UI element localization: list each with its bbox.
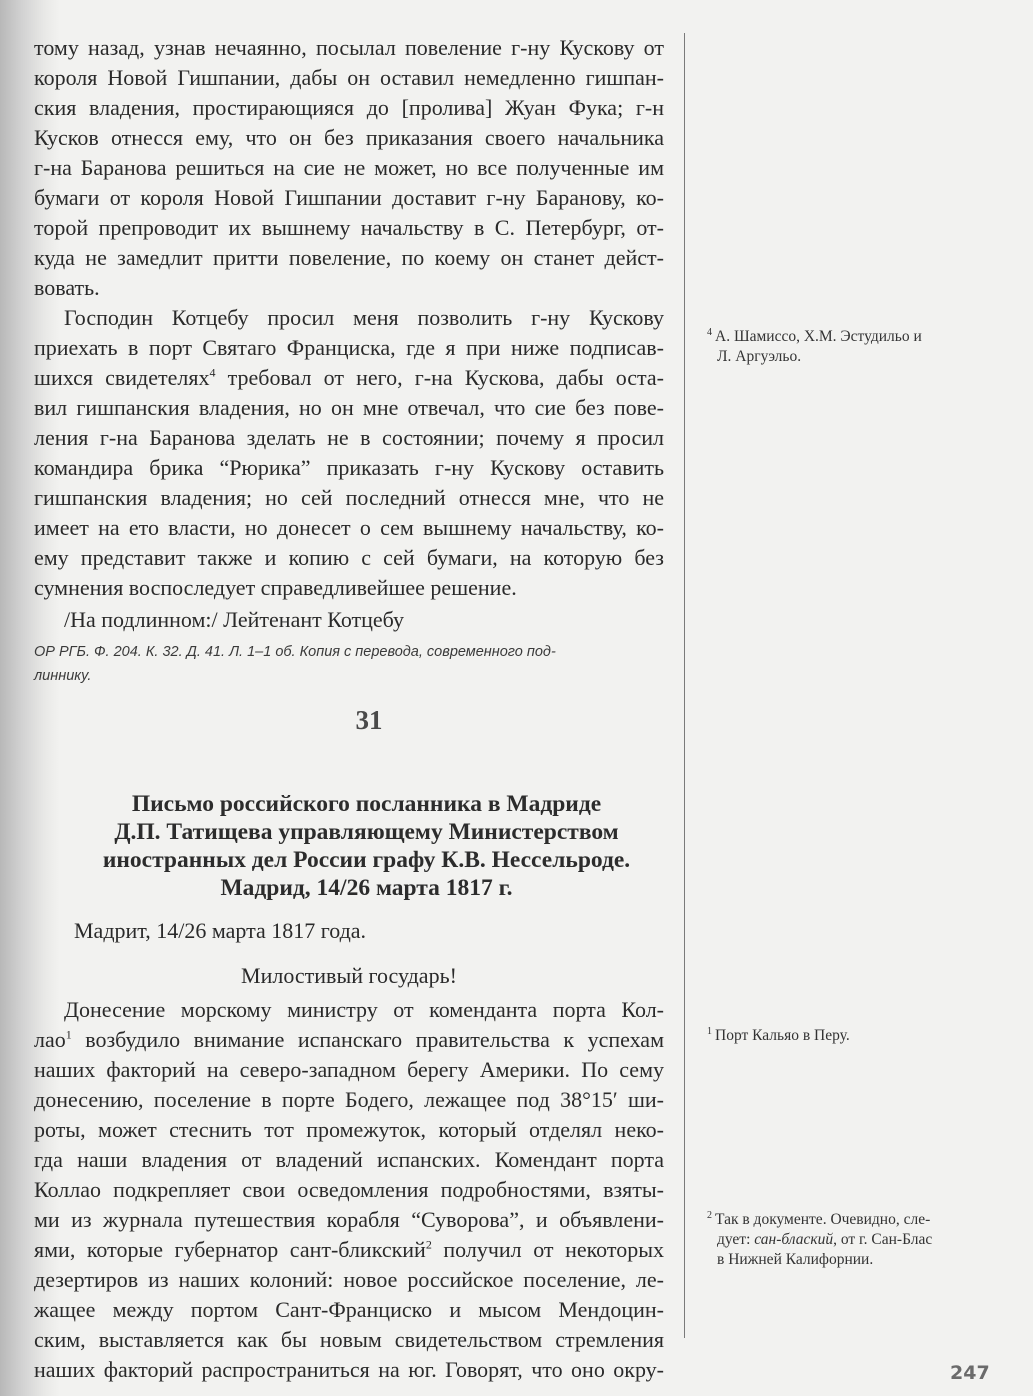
signature-line: /На подлинном:/ Лейтенант Котцебу [64, 607, 405, 632]
footnote-4 [707, 327, 997, 367]
text-line: Господин Котцебу просил меня позволить г-ну Кускову [64, 305, 664, 330]
text-line: сумнения воспоследует справедливейшее решение. [34, 575, 517, 600]
text-line [34, 1235, 664, 1265]
source-line: линнику. [34, 668, 92, 684]
text-line: вовать. [34, 275, 100, 300]
footnote-text: , от г. Сан-Блас [833, 1231, 933, 1248]
footnote-marker: 2 [707, 1209, 712, 1221]
footnote-italic-term: сан-блаский [754, 1231, 834, 1248]
archival-source-note [34, 640, 664, 688]
page-number: 247 [950, 1362, 990, 1384]
text-span: получил от некоторых [431, 1237, 664, 1262]
text-line: гда наши владения от владений испанских. Комендант порта [34, 1147, 664, 1172]
footnote-ref-4[interactable]: 4 [209, 365, 216, 380]
source-line: ОР РГБ. Ф. 204. К. 32. Д. 41. Л. 1–1 об. Копия с перевода, современного под- [34, 644, 556, 660]
text-line: куда не замедлит притти повеление, по коему он станет дейст- [34, 245, 664, 270]
text-line: ми из журнала путешествия корабля “Суворова”, и объявлени- [34, 1207, 664, 1232]
text-line: имеет на ето власти, но донесет о сем вышнему начальству, ко- [34, 515, 664, 540]
text-span: шихся свидетелях [34, 365, 210, 390]
text-line: командира брика “Рюрика” приказать г-ну Кускову оставить [34, 455, 664, 480]
footnote-text: А. Шамиссо, Х.М. Эстудильо и [715, 328, 922, 345]
text-span: требовал от него, г-на Кускова, дабы оста- [215, 365, 664, 390]
text-line: наших факторий распространиться на юг. Говорят, что оно окру- [34, 1357, 664, 1382]
footnote-text: дует: [717, 1231, 755, 1248]
footnote-ref-2[interactable]: 2 [425, 1237, 432, 1252]
text-line: г-на Баранова решиться на сие не может, но все полученные им [34, 155, 664, 180]
text-line [34, 1025, 664, 1055]
text-line: донесению, поселение в порте Бодего, лежащее под 38°15′ ши- [34, 1087, 664, 1112]
footnote-text: в Нижней Калифорнии. [717, 1251, 874, 1268]
footnote-text: Так в документе. Очевидно, сле- [715, 1211, 931, 1228]
letter-dateline: Мадрит, 14/26 марта 1817 года. [74, 918, 367, 943]
heading-line: Мадрид, 14/26 марта 1817 г. [220, 875, 513, 901]
text-line: ему представит также и копию с сей бумаги, на которую без [34, 545, 664, 570]
text-line: роты, может стеснить тот промежуток, который отделял неко- [34, 1117, 664, 1142]
text-line: дезертиров из наших колоний: новое российское поселение, ле- [34, 1267, 664, 1292]
text-line: Коллао подкрепляет свои осведомления подробностями, взяты- [34, 1177, 664, 1202]
document-number: 31 [355, 705, 383, 735]
heading-line: Письмо российского посланника в Мадриде [131, 791, 602, 817]
text-line: ския владения, простирающияся до [пролива] Жуан Фука; г-н [34, 95, 664, 120]
heading-line: Д.П. Татищева управляющему Министерством [114, 819, 619, 845]
text-line: тому назад, узнав нечаянно, посылал повеление г-ну Кускову от [34, 35, 664, 60]
text-line: приехать в порт Святаго Франциска, где я при ниже подписав- [34, 335, 664, 360]
heading-line: иностранных дел России графу К.В. Нессельроде. [102, 847, 631, 873]
document-heading [14, 790, 719, 902]
text-line: ления г-на Баранова зделать не в состоянии; почему я просил [34, 425, 664, 450]
footnote-2 [707, 1210, 997, 1270]
text-line: Донесение морскому министру от коменданта порта Кол- [64, 997, 664, 1022]
letter-salutation: Милостивый государь! [241, 963, 457, 988]
text-span: возбудило внимание испанскаго правительства к успехам [71, 1027, 664, 1052]
text-line: гишпанския владения; но сей последний отнесся мне, что не [34, 485, 664, 510]
text-line: жащее между портом Сант-Франциско и мысом Мендоцин- [34, 1297, 664, 1322]
text-line: торой препроводит их вышнему начальству в С. Петербург, от- [34, 215, 664, 240]
text-span: лао [34, 1027, 66, 1052]
footnote-1 [707, 1026, 997, 1046]
footnote-ref-1[interactable]: 1 [65, 1027, 72, 1042]
text-line: короля Новой Гишпании, дабы он оставил немедленно гишпан- [34, 65, 664, 90]
footnote-text-line [707, 1230, 997, 1250]
text-line: Кусков отнесся ему, что он без приказания своего начальника [34, 125, 664, 150]
footnote-marker: 4 [707, 326, 712, 338]
text-line: вил гишпанския владения, но он мне отвечал, что сие без пове- [34, 395, 664, 420]
footnote-marker: 1 [707, 1025, 712, 1037]
text-line: ским, выставляется как бы новым свидетельством стремления [34, 1327, 664, 1352]
text-line: наших факторий на северо-западном берегу Америки. По сему [34, 1057, 664, 1082]
footnote-text: Порт Кальяо в Перу. [715, 1027, 850, 1044]
text-line [34, 363, 664, 393]
footnote-text: Л. Аргуэльо. [717, 348, 802, 365]
margin-divider-line [684, 33, 685, 1338]
text-span: ями, которые губернатор сант-бликский [34, 1237, 426, 1262]
text-line: бумаги от короля Новой Гишпании доставит г-ну Баранову, ко- [34, 185, 664, 210]
